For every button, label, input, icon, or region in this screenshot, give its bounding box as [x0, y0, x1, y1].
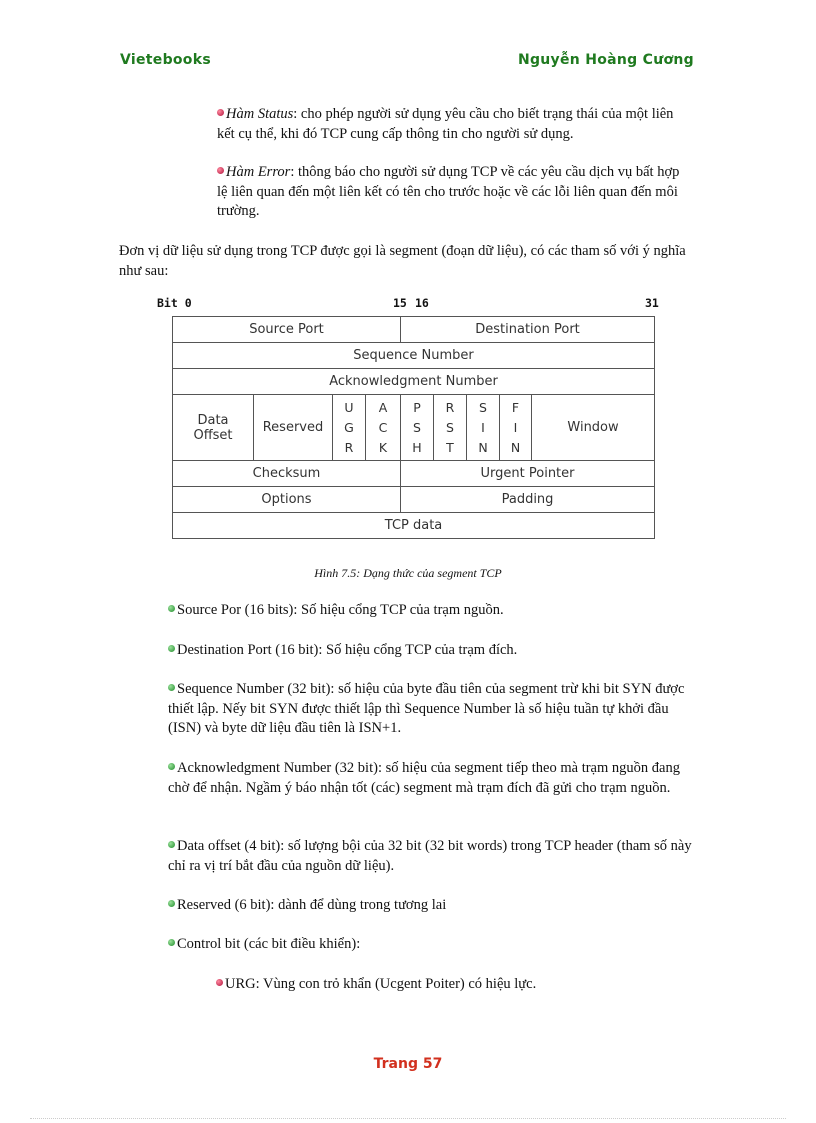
checksum-cell: Checksum — [173, 461, 401, 487]
flag-letter: I — [481, 419, 485, 435]
page-number: Trang 57 — [373, 1056, 443, 1072]
bullet-icon — [168, 645, 175, 652]
flag-letter: H — [412, 439, 422, 455]
ack-number-cell: Acknowledgment Number — [173, 369, 655, 395]
field-item — [168, 837, 693, 876]
header-right: Nguyễn Hoàng Cương — [517, 52, 694, 68]
bit-label-31: 31 — [645, 296, 659, 310]
item-text: : thông báo cho người sử dụng TCP về các yêu cầu dịch vụ bất hợp lệ liên quan đến một liên kết có tên cho trước hoặc về các lỗi liên quan đến môi trường. — [217, 164, 680, 219]
field-item — [168, 935, 693, 955]
flag-letter: U — [344, 399, 354, 415]
flag-urg-cell — [333, 395, 366, 461]
padding-cell: Padding — [401, 487, 655, 513]
field-text: Destination Port (16 bit): Số hiệu cổng TCP của trạm đích. — [177, 642, 518, 658]
window-cell: Window — [532, 395, 655, 461]
flag-letter: A — [378, 399, 388, 415]
urgent-pointer-cell: Urgent Pointer — [401, 461, 655, 487]
field-item — [168, 601, 693, 621]
field-item — [168, 896, 693, 916]
flag-letter: I — [513, 419, 518, 435]
flag-syn-cell — [467, 395, 500, 461]
term: Hàm Error — [226, 164, 291, 180]
reserved-cell: Reserved — [254, 395, 333, 461]
term: Hàm Status — [226, 106, 294, 122]
bit-label-16: 16 — [415, 296, 429, 310]
bit-label-15: 15 — [393, 296, 407, 310]
field-item — [168, 641, 693, 661]
bullet-icon — [217, 167, 224, 174]
sequence-number-cell: Sequence Number — [173, 343, 655, 369]
bullet-icon — [168, 841, 175, 848]
flag-letter: S — [413, 419, 421, 435]
intro-item-status — [217, 105, 692, 144]
field-item — [168, 759, 693, 798]
segment-table — [172, 316, 655, 539]
field-text: Acknowledgment Number (32 bit): số hiệu của segment tiếp theo mà trạm nguồn đang chờ để nhận. Ngầm ý báo nhận tốt (các) segment mà trạm đích đã gửi cho trạm nguồn. — [168, 760, 680, 796]
bullet-icon — [217, 109, 224, 116]
sub-item-text: URG: Vùng con trỏ khẩn (Ucgent Poiter) có hiệu lực. — [225, 976, 537, 992]
intro-item-error — [217, 163, 692, 222]
body-paragraph: Đơn vị dữ liệu sử dụng trong TCP được gọi là segment (đoạn dữ liệu), có các tham số với ý nghĩa như sau: — [119, 243, 686, 279]
tcp-segment-figure — [157, 296, 659, 533]
bullet-icon — [168, 684, 175, 691]
flag-letter: T — [446, 439, 454, 455]
flag-fin-cell — [500, 395, 532, 461]
figure-caption: Hình 7.5: Dạng thức của segment TCP — [314, 566, 502, 580]
options-cell: Options — [173, 487, 401, 513]
field-text: Control bit (các bit điều khiển): — [177, 936, 361, 952]
flag-letter: N — [510, 439, 521, 455]
bullet-icon — [168, 939, 175, 946]
data-offset-line1: Data — [197, 412, 229, 428]
flag-letter: P — [413, 399, 421, 415]
flag-ack-cell — [366, 395, 401, 461]
flag-letter: F — [511, 399, 520, 415]
sub-item-urg — [216, 975, 696, 995]
flag-letter: S — [479, 399, 487, 415]
data-offset-cell — [173, 395, 254, 461]
field-text: Source Por (16 bits): Số hiệu cổng TCP của trạm nguồn. — [177, 602, 504, 618]
header-left: Vietebooks — [120, 52, 211, 68]
flag-letter: R — [344, 439, 354, 455]
bullet-icon — [168, 605, 175, 612]
flag-letter: S — [446, 419, 454, 435]
bit-labels — [157, 296, 657, 312]
destination-port-cell: Destination Port — [401, 317, 655, 343]
flag-letter: C — [378, 419, 388, 435]
item-text: : cho phép người sử dụng yêu cầu cho biết trạng thái của một liên kết cụ thể, khi đó TCP cung cấp thông tin cho người sử dụng. — [217, 106, 674, 142]
field-text: Reserved (6 bit): dành để dùng trong tương lai — [177, 897, 447, 913]
flag-letter: K — [378, 439, 388, 455]
page-divider — [30, 1118, 786, 1119]
flag-letter: R — [445, 399, 455, 415]
data-offset-line2: Offset — [193, 427, 233, 443]
flag-letter: N — [478, 439, 488, 455]
bullet-icon — [168, 900, 175, 907]
bullet-icon — [216, 979, 223, 986]
source-port-cell: Source Port — [173, 317, 401, 343]
flag-rst-cell — [434, 395, 467, 461]
bullet-icon — [168, 763, 175, 770]
flag-letter: G — [344, 419, 354, 435]
field-item — [168, 680, 693, 739]
flag-psh-cell — [401, 395, 434, 461]
field-text: Data offset (4 bit): số lượng bội của 32 bit (32 bit words) trong TCP header (tham số này chỉ ra vị trí bắt đầu của nguồn dữ liệu). — [168, 838, 692, 874]
bit-label-start: Bit 0 — [157, 296, 192, 310]
tcp-data-cell: TCP data — [173, 513, 655, 539]
field-text: Sequence Number (32 bit): số hiệu của byte đầu tiên của segment trừ khi bit SYN được thiết lập. Nếy bit SYN được thiết lập thì Sequence Number là số hiệu tuần tự khởi đầu (ISN) và byte dữ liệu đầu tiên là ISN+1. — [168, 681, 685, 736]
